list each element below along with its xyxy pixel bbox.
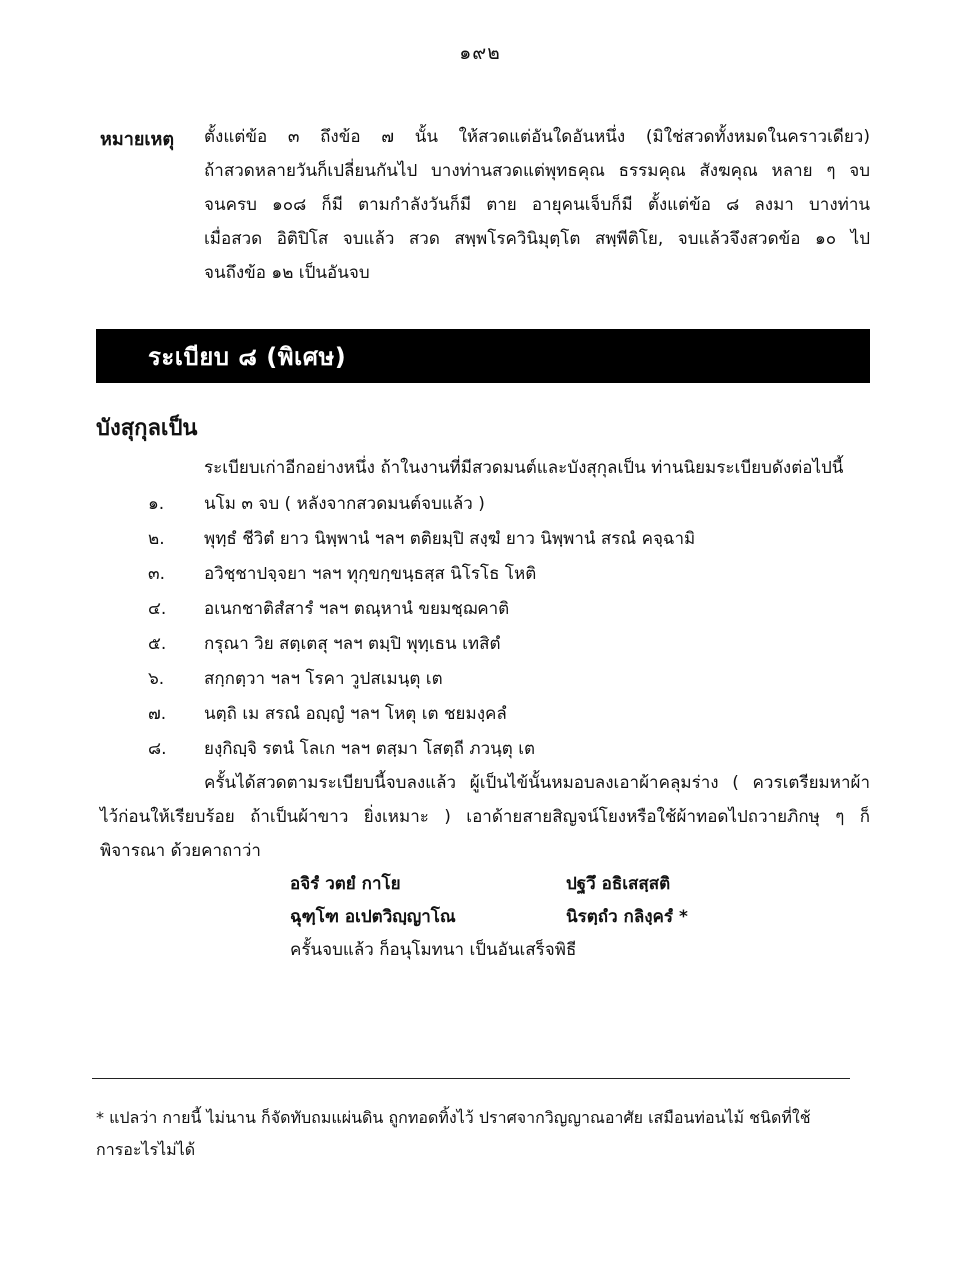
list-item-number: ๖. xyxy=(148,669,165,689)
list-item xyxy=(0,556,960,591)
list-item-text: นโม ๓ จบ ( หลังจากสวดมนต์จบแล้ว ) xyxy=(204,494,485,514)
chant-list xyxy=(0,486,960,766)
list-item-text: สกฺกตฺวา ฯลฯ โรคา วูปสเมนฺตุ เต xyxy=(204,669,443,689)
list-item-number: ๓. xyxy=(148,564,166,584)
verse-left-line-2: ฉุฑฺโฑ อเปตวิญฺญาโณ xyxy=(290,907,456,927)
closing-paragraph xyxy=(100,766,870,868)
footnote-divider xyxy=(92,1078,850,1079)
intro-paragraph: ระเบียบเก่าอีกอย่างหนึ่ง ถ้าในงานที่มีสวดมนต์และบังสุกุลเป็น ท่านนิยมระเบียบดังต่อไปนี้ xyxy=(204,458,844,478)
list-item-text: ยงฺกิญฺจิ รตนํ โลเก ฯลฯ ตสฺมา โสตฺถี ภวนฺตุ เต xyxy=(204,739,536,759)
list-item-number: ๔. xyxy=(148,599,167,619)
verse-left-line-1: อจิรํ วตยํ กาโย xyxy=(290,874,401,894)
list-item xyxy=(0,661,960,696)
section-title: ระเบียบ ๘ (พิเศษ) xyxy=(148,342,347,371)
list-item-number: ๒. xyxy=(148,529,165,549)
footnote xyxy=(96,1102,870,1166)
final-line: ครั้นจบแล้ว ก็อนุโมทนา เป็นอันเสร็จพิธี xyxy=(290,940,577,960)
closing-line: ครั้นได้สวดตามระเบียบนี้จบลงแล้ว ผู้เป็นไข้นั้นหมอบลงเอาผ้าคลุมร่าง ( ควรเตรียมหาผ้า xyxy=(204,773,870,793)
note-line: จนครบ ๑๐๘ ก็มี ตามกำลังวันก็มี ตาย อายุคนเจ็บก็มี ตั้งแต่ข้อ ๘ ลงมา บางท่าน xyxy=(204,195,870,215)
list-item-number: ๘. xyxy=(148,739,167,759)
section-banner xyxy=(96,329,870,383)
closing-line: ไว้ก่อนให้เรียบร้อย ถ้าเป็นผ้าขาว ยิ่งเหมาะ ) เอาด้ายสายสิญจน์โยงหรือใช้ผ้าทอดไปถวายภิกษุ ๆ ก็ xyxy=(100,807,870,827)
list-item-text: พุทฺธํ ชีวิตํ ยาว นิพฺพานํ ฯลฯ ตติยมฺปิ สงฺฆํ ยาว นิพฺพานํ สรณํ คจฺฉามิ xyxy=(204,529,696,549)
verse-right-line-2: นิรตฺถํว กลิงฺครํ * xyxy=(566,907,688,927)
list-item xyxy=(0,521,960,556)
page-number: ๑๙๒ xyxy=(459,42,501,64)
note-line: ตั้งแต่ข้อ ๓ ถึงข้อ ๗ นั้น ให้สวดแต่อันใดอันหนึ่ง (มิใช่สวดทั้งหมดในคราวเดียว) xyxy=(204,127,870,147)
note-line: จนถึงข้อ ๑๒ เป็นอันจบ xyxy=(204,263,370,283)
list-item xyxy=(0,731,960,766)
list-item-number: ๕. xyxy=(148,634,167,654)
list-item xyxy=(0,486,960,521)
list-item xyxy=(0,626,960,661)
list-item-text: กรุณา วิย สตฺเตสุ ฯลฯ ตมฺปิ พุทฺเธน เทสิตํ xyxy=(204,634,501,654)
footnote-line: * แปลว่า กายนี้ ไม่นาน ก็จัดทับถมแผ่นดิน ถูกทอดทิ้งไว้ ปราศจากวิญญาณอาศัย เสมือนท่อนไม้ ชนิดที่ใช้ xyxy=(96,1108,811,1127)
note-label: หมายเหตุ xyxy=(100,129,175,150)
note-line: ถ้าสวดหลายวันก็เปลี่ยนกันไป บางท่านสวดแต่พุทธคุณ ธรรมคุณ สังฆคุณ หลาย ๆ จบ xyxy=(204,161,870,181)
sub-heading: บังสุกุลเป็น xyxy=(96,416,198,441)
list-item-text: อเนกชาติสํสารํ ฯลฯ ตณฺหานํ ขยมชฺฌคาติ xyxy=(204,599,510,619)
note-body xyxy=(204,120,870,290)
list-item xyxy=(0,696,960,731)
verse-right-line-1: ปฐวึ อธิเสสฺสติ xyxy=(566,874,671,894)
closing-line: พิจารณา ด้วยคาถาว่า xyxy=(100,841,261,861)
footnote-line: การอะไรไม่ได้ xyxy=(96,1140,196,1159)
list-item-text: อวิชฺชาปจฺจยา ฯลฯ ทุกฺขกฺขนฺธสฺส นิโรโธ โหติ xyxy=(204,564,537,584)
list-item-number: ๑. xyxy=(148,494,165,514)
list-item xyxy=(0,591,960,626)
list-item-number: ๗. xyxy=(148,704,167,724)
list-item-text: นตฺถิ เม สรณํ อญฺญํ ฯลฯ โหตุ เต ชยมงฺคลํ xyxy=(204,704,507,724)
note-line: เมื่อสวด อิติปิโส จบแล้ว สวด สพฺพโรควินิมุตฺโต สพฺพีติโย, จบแล้วจึงสวดข้อ ๑๐ ไป xyxy=(204,229,870,249)
